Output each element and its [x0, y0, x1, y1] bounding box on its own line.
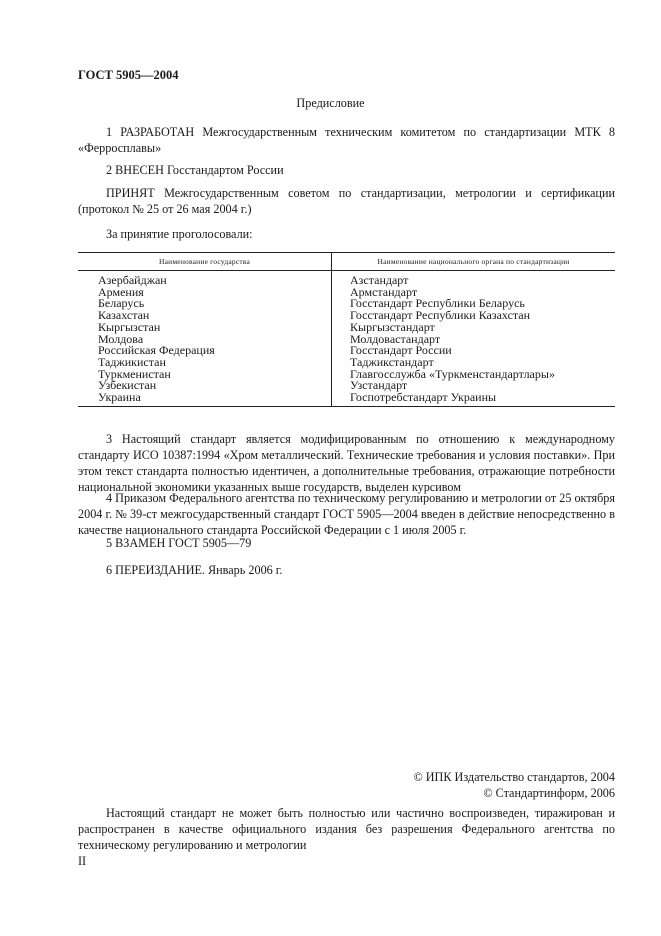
- state-cell: Туркменистан: [78, 369, 332, 381]
- table-row: [78, 392, 615, 406]
- page-title: Предисловие: [296, 96, 365, 110]
- paragraph-modification: 3 Настоящий стандарт является модифицированным по отношению к международному стандарту ИСО 10387:1994 «Хром металлический. Технические требования и условия поставки». При этом текст стандарта полностью идентичен, а дополнительные требования, отражающие потребности национальной экономики указанных выше государств, выделен курсивом: [78, 432, 615, 494]
- paragraph-introduced: 2 ВНЕСЕН Госстандартом России: [106, 163, 284, 177]
- body-cell: Госпотребстандарт Украины: [332, 392, 616, 406]
- body-cell: Кыргызстандарт: [350, 319, 435, 334]
- state-cell: Казахстан: [78, 310, 332, 322]
- state-cell: Таджикистан: [78, 357, 332, 369]
- body-cell: Молдовастандарт: [350, 331, 441, 346]
- state-cell: Армения: [78, 287, 332, 299]
- state-cell: Узбекистан: [78, 380, 332, 392]
- copyright-ipk: © ИПК Издательство стандартов, 2004: [413, 770, 615, 784]
- paragraph-replaces: 5 ВЗАМЕН ГОСТ 5905—79: [106, 536, 252, 550]
- body-cell: Таджикстандарт: [350, 354, 434, 369]
- state-cell: Кыргызстан: [78, 322, 332, 334]
- table-row: [78, 380, 615, 392]
- state-cell: Беларусь: [78, 298, 332, 310]
- body-cell: Госстандарт России: [350, 343, 452, 358]
- table-header-row: [78, 253, 615, 271]
- state-cell: Украина: [78, 392, 332, 406]
- paragraph-adopted: ПРИНЯТ Межгосударственным советом по стандартизации, метрологии и сертификации (протокол № 25 от 26 мая 2004 г.): [78, 186, 615, 216]
- table-row: [78, 271, 615, 287]
- paragraph-reissue: 6 ПЕРЕИЗДАНИЕ. Январь 2006 г.: [106, 563, 283, 577]
- paragraph-developed: 1 РАЗРАБОТАН Межгосударственным техническим комитетом по стандартизации МТК 8 «Ферросплавы»: [78, 125, 615, 155]
- state-cell: Молдова: [78, 334, 332, 346]
- states-table: [78, 252, 615, 407]
- table-row: [78, 298, 615, 310]
- document-header: ГОСТ 5905—2004: [78, 68, 179, 82]
- body-cell: Госстандарт Республики Казахстан: [350, 308, 531, 323]
- table-row: [78, 287, 615, 299]
- page-number: II: [78, 854, 87, 868]
- state-cell: Азербайджан: [78, 271, 332, 287]
- body-cell: Главгосслужба «Туркменстандартлары»: [350, 366, 555, 381]
- voted-label: За принятие проголосовали:: [106, 227, 253, 241]
- table-row: [78, 369, 615, 381]
- column-header-state: Наименование государства: [78, 253, 332, 271]
- column-header-body: Наименование национального органа по стандартизации: [332, 253, 616, 271]
- state-cell: Российская Федерация: [78, 345, 332, 357]
- reproduction-notice: Настоящий стандарт не может быть полностью или частично воспроизведен, тиражирован и распространен в качестве официального издания без разрешения Федерального агентства по техническому регулированию и метрологии: [78, 806, 615, 852]
- copyright-standartinform: © Стандартинформ, 2006: [483, 786, 615, 800]
- table-row: [78, 322, 615, 334]
- body-cell: Госстандарт Республики Беларусь: [350, 296, 525, 311]
- paragraph-order: 4 Приказом Федерального агентства по техническому регулированию и метрологии от 25 октября 2004 г. № 39-ст межгосударственный стандарт ГОСТ 5905—2004 введен в действие непосредственно в качестве национального стандарта Российской Федерации с 1 июля 2005 г.: [78, 491, 615, 537]
- body-cell: Узстандарт: [350, 378, 408, 393]
- body-cell: Азстандарт: [350, 273, 409, 287]
- body-cell: Армстандарт: [350, 284, 418, 299]
